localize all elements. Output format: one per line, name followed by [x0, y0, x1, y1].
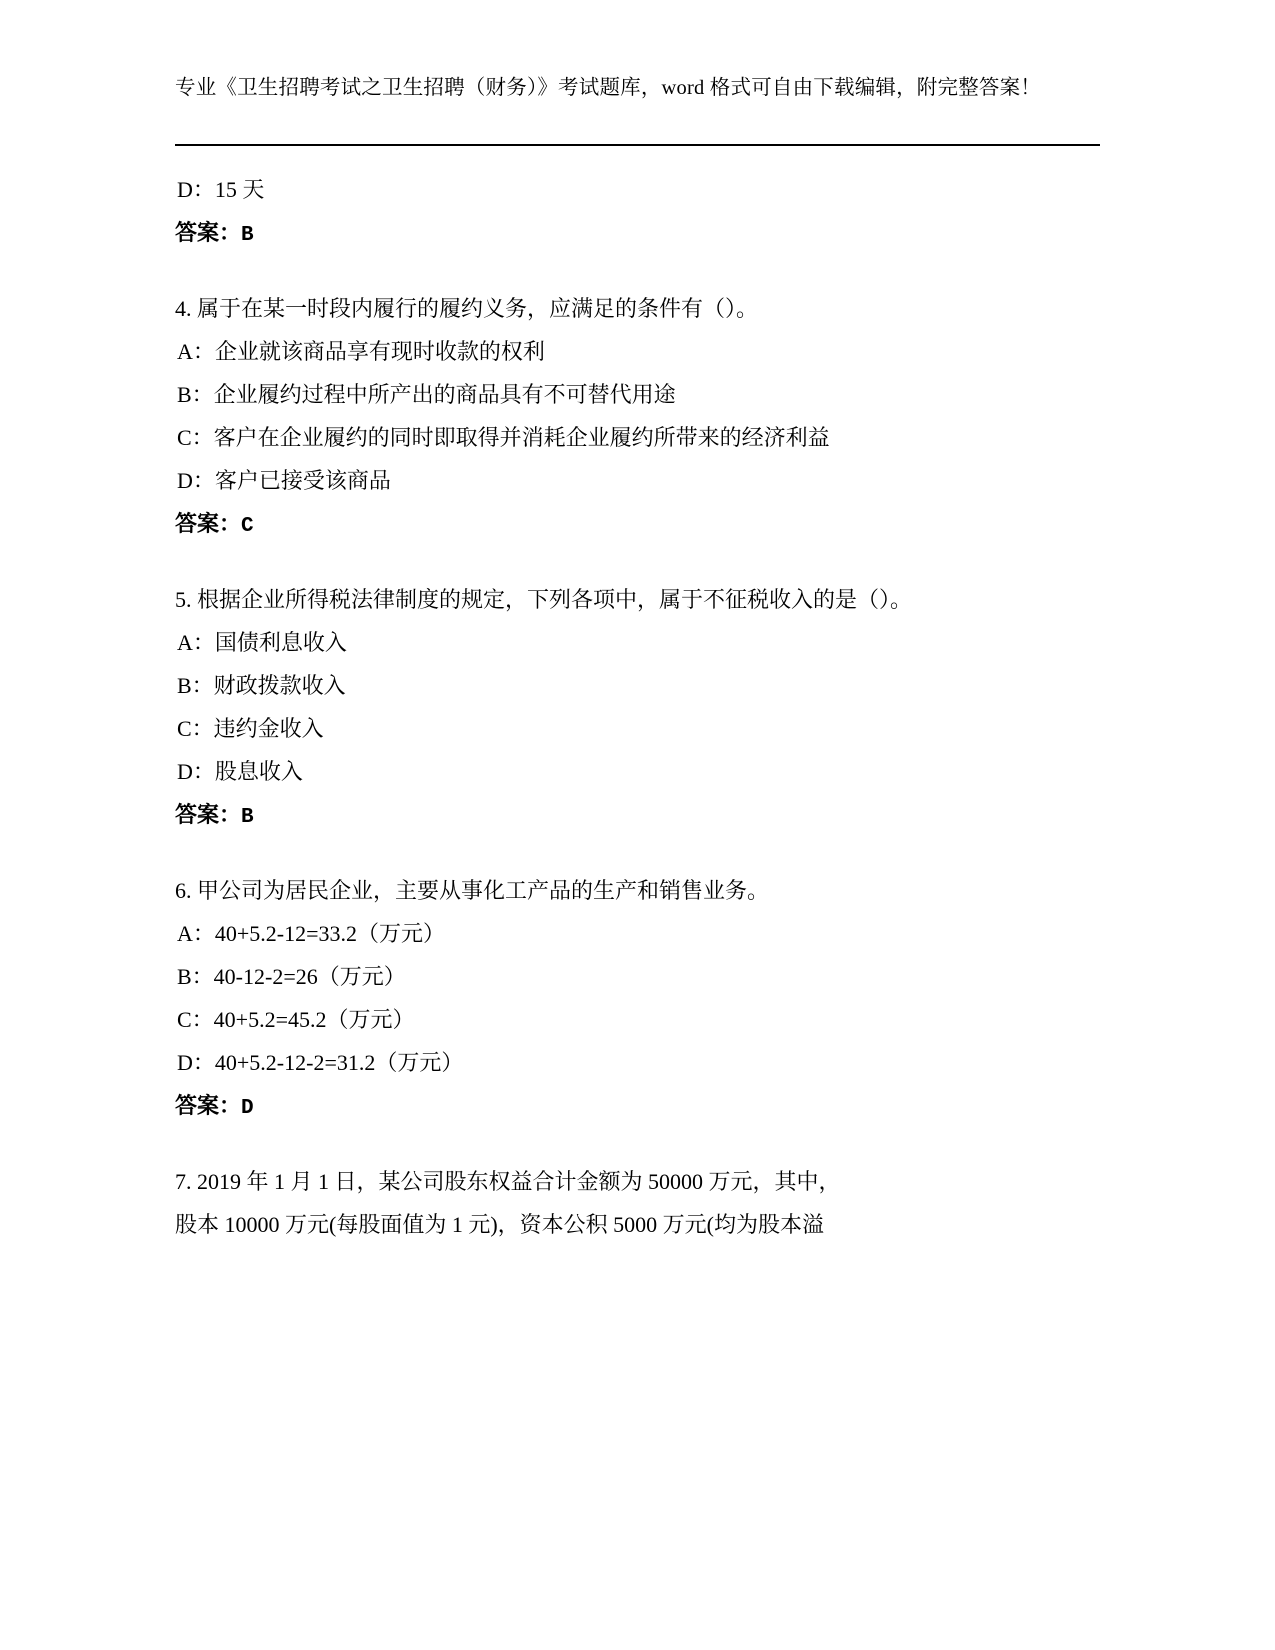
answer-value: C — [241, 515, 254, 538]
question-stem: 6. 甲公司为居民企业，主要从事化工产品的生产和销售业务。 — [175, 878, 770, 903]
block-spacer — [175, 1130, 1100, 1160]
block-spacer — [175, 548, 1100, 578]
answer-line — [175, 1084, 1100, 1130]
option-line: C：违约金收入 — [177, 716, 324, 741]
answer-label: 答案： — [175, 802, 242, 827]
header-divider — [175, 144, 1100, 146]
answer-value: D — [241, 1097, 254, 1120]
question-block — [175, 168, 1100, 257]
answer-value: B — [241, 806, 254, 829]
question-stem-continued: 股本 10000 万元(每股面值为 1 元)，资本公积 5000 万元(均为股本溢 — [175, 1212, 824, 1237]
question-stem: 5. 根据企业所得税法律制度的规定，下列各项中，属于不征税收入的是（）。 — [175, 587, 913, 612]
option-line: B：40-12-2=26（万元） — [177, 964, 406, 989]
option-line: C：客户在企业履约的同时即取得并消耗企业履约所带来的经济利益 — [177, 425, 830, 450]
question-block — [175, 869, 1100, 1130]
answer-line — [175, 211, 1100, 257]
option-line: A：国债利息收入 — [177, 630, 347, 655]
question-block — [175, 287, 1100, 548]
answer-value: B — [241, 224, 254, 247]
question-stem: 7. 2019 年 1 月 1 日，某公司股东权益合计金额为 50000 万元，其中， — [175, 1169, 841, 1194]
question-block — [175, 578, 1100, 839]
option-line: D：客户已接受该商品 — [177, 468, 391, 493]
answer-label: 答案： — [175, 511, 242, 536]
option-line: A：40+5.2-12=33.2（万元） — [177, 921, 446, 946]
option-line: A：企业就该商品享有现时收款的权利 — [177, 339, 545, 364]
answer-line — [175, 502, 1100, 548]
option-line: D：15 天 — [177, 177, 265, 202]
answer-label: 答案： — [175, 220, 242, 245]
option-line: B：企业履约过程中所产出的商品具有不可替代用途 — [177, 382, 676, 407]
block-spacer — [175, 839, 1100, 869]
block-spacer — [175, 257, 1100, 287]
question-stem: 4. 属于在某一时段内履行的履约义务，应满足的条件有（）。 — [175, 296, 759, 321]
option-line: D：40+5.2-12-2=31.2（万元） — [177, 1050, 464, 1075]
answer-line — [175, 793, 1100, 839]
option-line: C：40+5.2=45.2（万元） — [177, 1007, 415, 1032]
answer-label: 答案： — [175, 1093, 242, 1118]
option-line: D：股息收入 — [177, 759, 303, 784]
option-line: B：财政拨款收入 — [177, 673, 346, 698]
question-block — [175, 1160, 1100, 1246]
page-header: 专业《卫生招聘考试之卫生招聘（财务）》考试题库，word 格式可自由下载编辑，附完整答案！ — [175, 77, 1042, 99]
document-body — [175, 168, 1100, 1246]
